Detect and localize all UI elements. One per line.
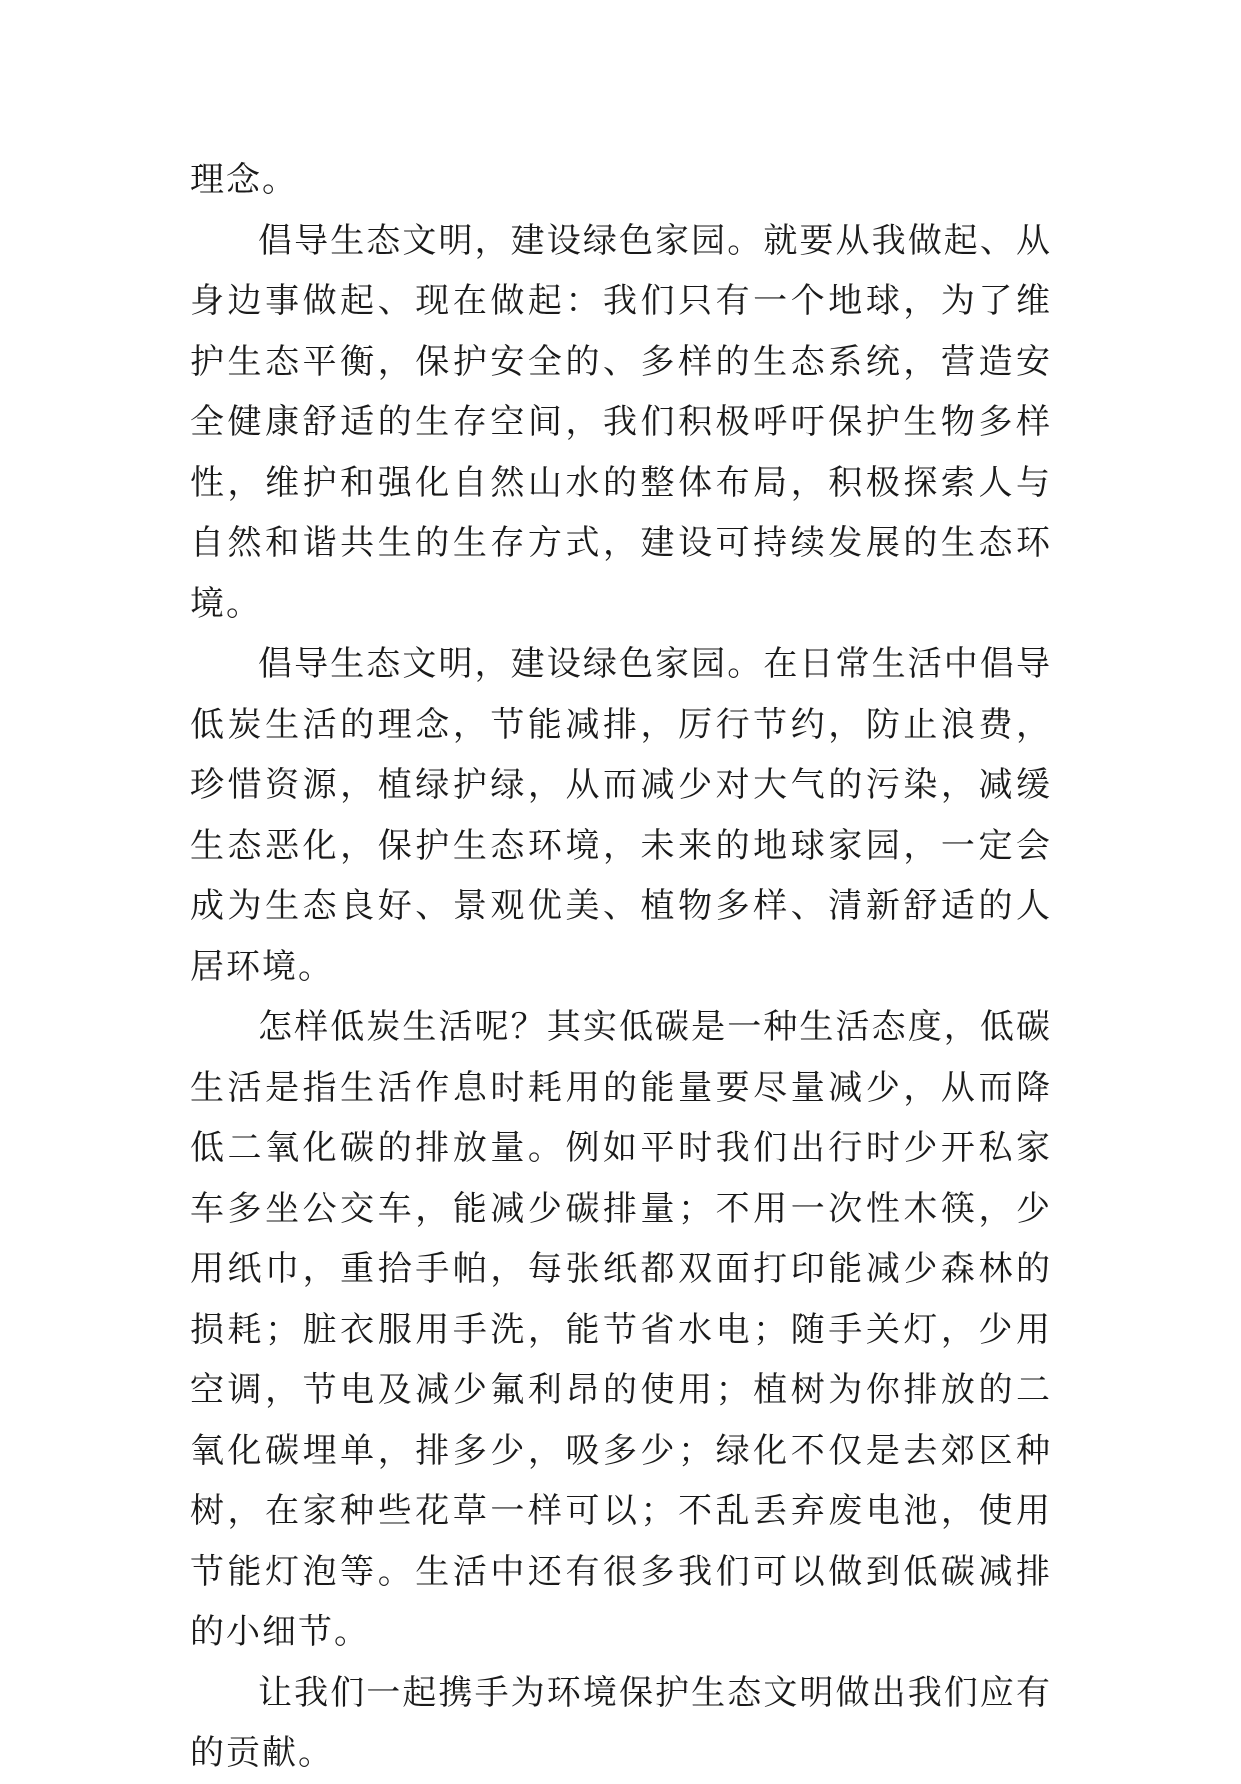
paragraph-green-home: 倡导生态文明，建设绿色家园。就要从我做起、从身边事做起、现在做起：我们只有一个地球，为了维护生态平衡，保护安全的、多样的生态系统，营造安全健康舒适的生存空间，我们积极呼吁保护生物多样性，维护和强化自然山水的整体布局，积极探索人与自然和谐共生的生存方式，建设可持续发展的生态环境。 <box>190 220 1052 624</box>
paragraph-low-carbon-life: 怎样低炭生活呢？其实低碳是一种生活态度，低碳生活是指生活作息时耗用的能量要尽量减少，从而降低二氧化碳的排放量。例如平时我们出行时少开私家车多坐公交车，能减少碳排量；不用一次性木筷，少用纸巾，重拾手帕，每张纸都双面打印能减少森林的损耗；脏衣服用手洗，能节省水电；随手关灯，少用空调，节电及减少氟利昂的使用；植树为你排放的二氧化碳埋单，排多少，吸多少；绿化不仅是去郊区种树，在家种些花草一样可以；不乱丢弃废电池，使用节能灯泡等。生活中还有很多我们可以做到低碳减排的小细节。 <box>190 1007 1052 1652</box>
paragraph-low-carbon-concept: 倡导生态文明，建设绿色家园。在日常生活中倡导低炭生活的理念，节能减排，厉行节约，防止浪费，珍惜资源，植绿护绿，从而减少对大气的污染，减缓生态恶化，保护生态环境，未来的地球家园，一定会成为生态良好、景观优美、植物多样、清新舒适的人居环境。 <box>190 644 1052 987</box>
paragraph-closing: 让我们一起携手为环境保护生态文明做出我们应有的贡献。 <box>190 1672 1052 1773</box>
paragraph-continuation: 理念。 <box>190 160 298 200</box>
document-body <box>190 150 1052 1784</box>
